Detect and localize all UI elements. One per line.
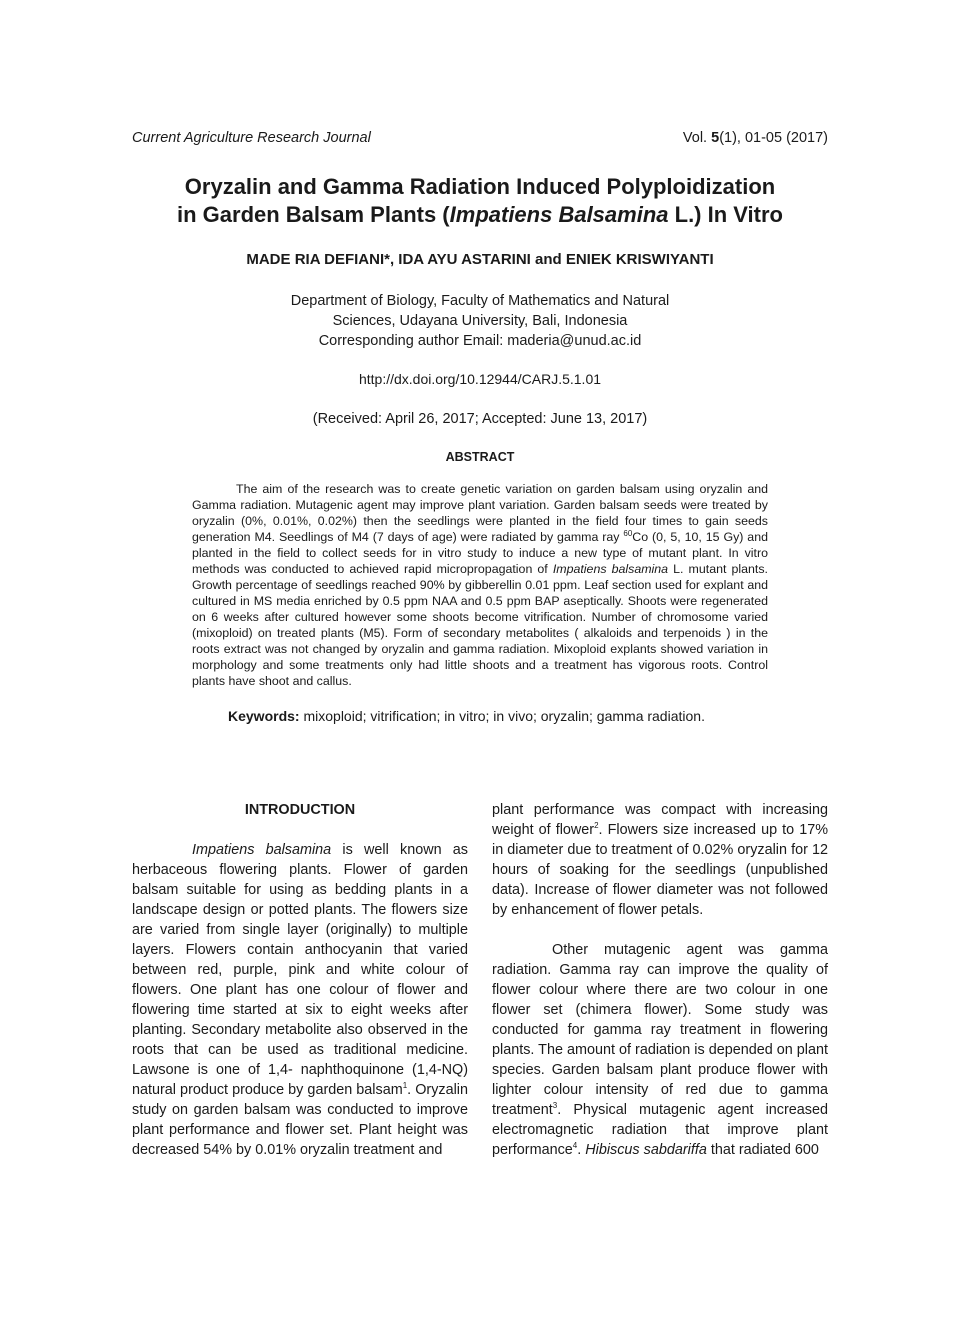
- journal-name: Current Agriculture Research Journal: [132, 130, 371, 146]
- intro-paragraph-2: plant performance was compact with increasing weight of flower$^2$. Flowers size increased up to 17% in diameter due to treatment of 0.02% oryzalin for 12 hours of soaking for the seedlings (unpublished data). Increase of flower diameter was not followed by enhancement of flower petals.: [492, 802, 829, 918]
- introduction-heading: INTRODUCTION: [244, 802, 356, 818]
- abstract-body: The aim of the research was to create genetic variation on garden balsam using oryzalin and Gamma radiation. Mutagenic agent may improve plant variation. Garden balsam seeds were treated by oryzalin (0%, 0.01%, 0.02%) then the seedlings were planted in the field four times to gain seeds generation M4. Seedlings of M4 (7 days of age) were radiated by gamma ray $^{60}$Co (0, 5, 10, 15 Gy) and planted in the field to collect seeds for in vitro study to induce a new type of mutant plant. In vitro methods was conducted to achieved rapid micropropagation of Impatiens balsamina L. mutant plants. Growth percentage of seedlings reached 90% by gibberellin 0.01 ppm. Leaf section used for explant and cultured in MS media enriched by 0.5 ppm NAA and 0.5 ppm BAP aseptically. Shoots were regenerated on 6 weeks after cultured however some shoots become vitrification. Number of chromosome varied (mixoploid) on treated plants (M5). Form of secondary metabolites ( alkaloids and terpenoids ) in the roots extract was not changed by oryzalin and gamma radiation. Mixoploid explants showed variation in morphology and some treatments only had little shoots and a treatment has vigorous roots. Control plants have shoot and callus.: [192, 482, 768, 688]
- corresponding-email: Corresponding author Email: maderia@unud.ac.id: [318, 333, 642, 349]
- column-left: [132, 800, 468, 1160]
- title-line-1: Oryzalin and Gamma Radiation Induced Polyploidization: [184, 174, 776, 199]
- title-line-2: in Garden Balsam Plants (Impatiens Balsamina L.) In Vitro: [177, 202, 783, 227]
- column-right: [492, 800, 828, 1160]
- author-list: MADE RIA DEFIANI*, IDA AYU ASTARINI and ENIEK KRISWIYANTI: [246, 251, 714, 268]
- affiliation: Department of Biology, Faculty of Mathematics and Natural Sciences, Udayana University, Bali, Indonesia Corresponding author Email: maderia@unud.ac.id: [100, 291, 860, 351]
- paper-title: [100, 173, 860, 229]
- running-header: [132, 130, 828, 150]
- intro-paragraph-1: Impatiens balsamina is well known as herbaceous flowering plants. Flower of garden balsam suitable for using as bedding plants in a landscape design or potted plants. The flowers size are varied from single layer (originally) to multiple layers. Flowers contain anthocyanin that varied between red, purple, pink and white colour of flowers. One plant has one colour of flower and flowering time started at six to eight weeks after planting. Secondary metabolite also observed in the roots that can be used as traditional medicine. Lawsone is one of 1,4- naphthoquinone (1,4-NQ) natural product produce by garden balsam$^1$. Oryzalin study on garden balsam was conducted to improve plant performance and flower set. Plant height was decreased 54% by 0.01% oryzalin treatment and: [132, 842, 469, 1158]
- abstract-heading: ABSTRACT: [445, 450, 515, 464]
- keywords-label: Keywords:: [228, 708, 300, 724]
- volume-info: Vol. 5(1), 01-05 (2017): [682, 130, 828, 146]
- received-accepted-dates: (Received: April 26, 2017; Accepted: June 13, 2017): [312, 411, 648, 427]
- intro-paragraph-3: Other mutagenic agent was gamma radiation. Gamma ray can improve the quality of flower colour where there are two colour in one flower set (chimera flower). Some study was conducted for gamma ray treatment in flowering plants. The amount of radiation is depended on plant species. Garden balsam plant produce flower with lighter colour intensity of red due to gamma treatment$^3$. Physical mutagenic agent increased electromagnetic radiation that improve plant performance$^4$. Hibiscus sabdariffa that radiated 600: [492, 942, 828, 1158]
- doi-link[interactable]: http://dx.doi.org/10.12944/CARJ.5.1.01: [358, 371, 602, 387]
- keywords: Keywords: mixoploid; vitrification; in vitro; in vivo; oryzalin; gamma radiation.: [228, 708, 705, 724]
